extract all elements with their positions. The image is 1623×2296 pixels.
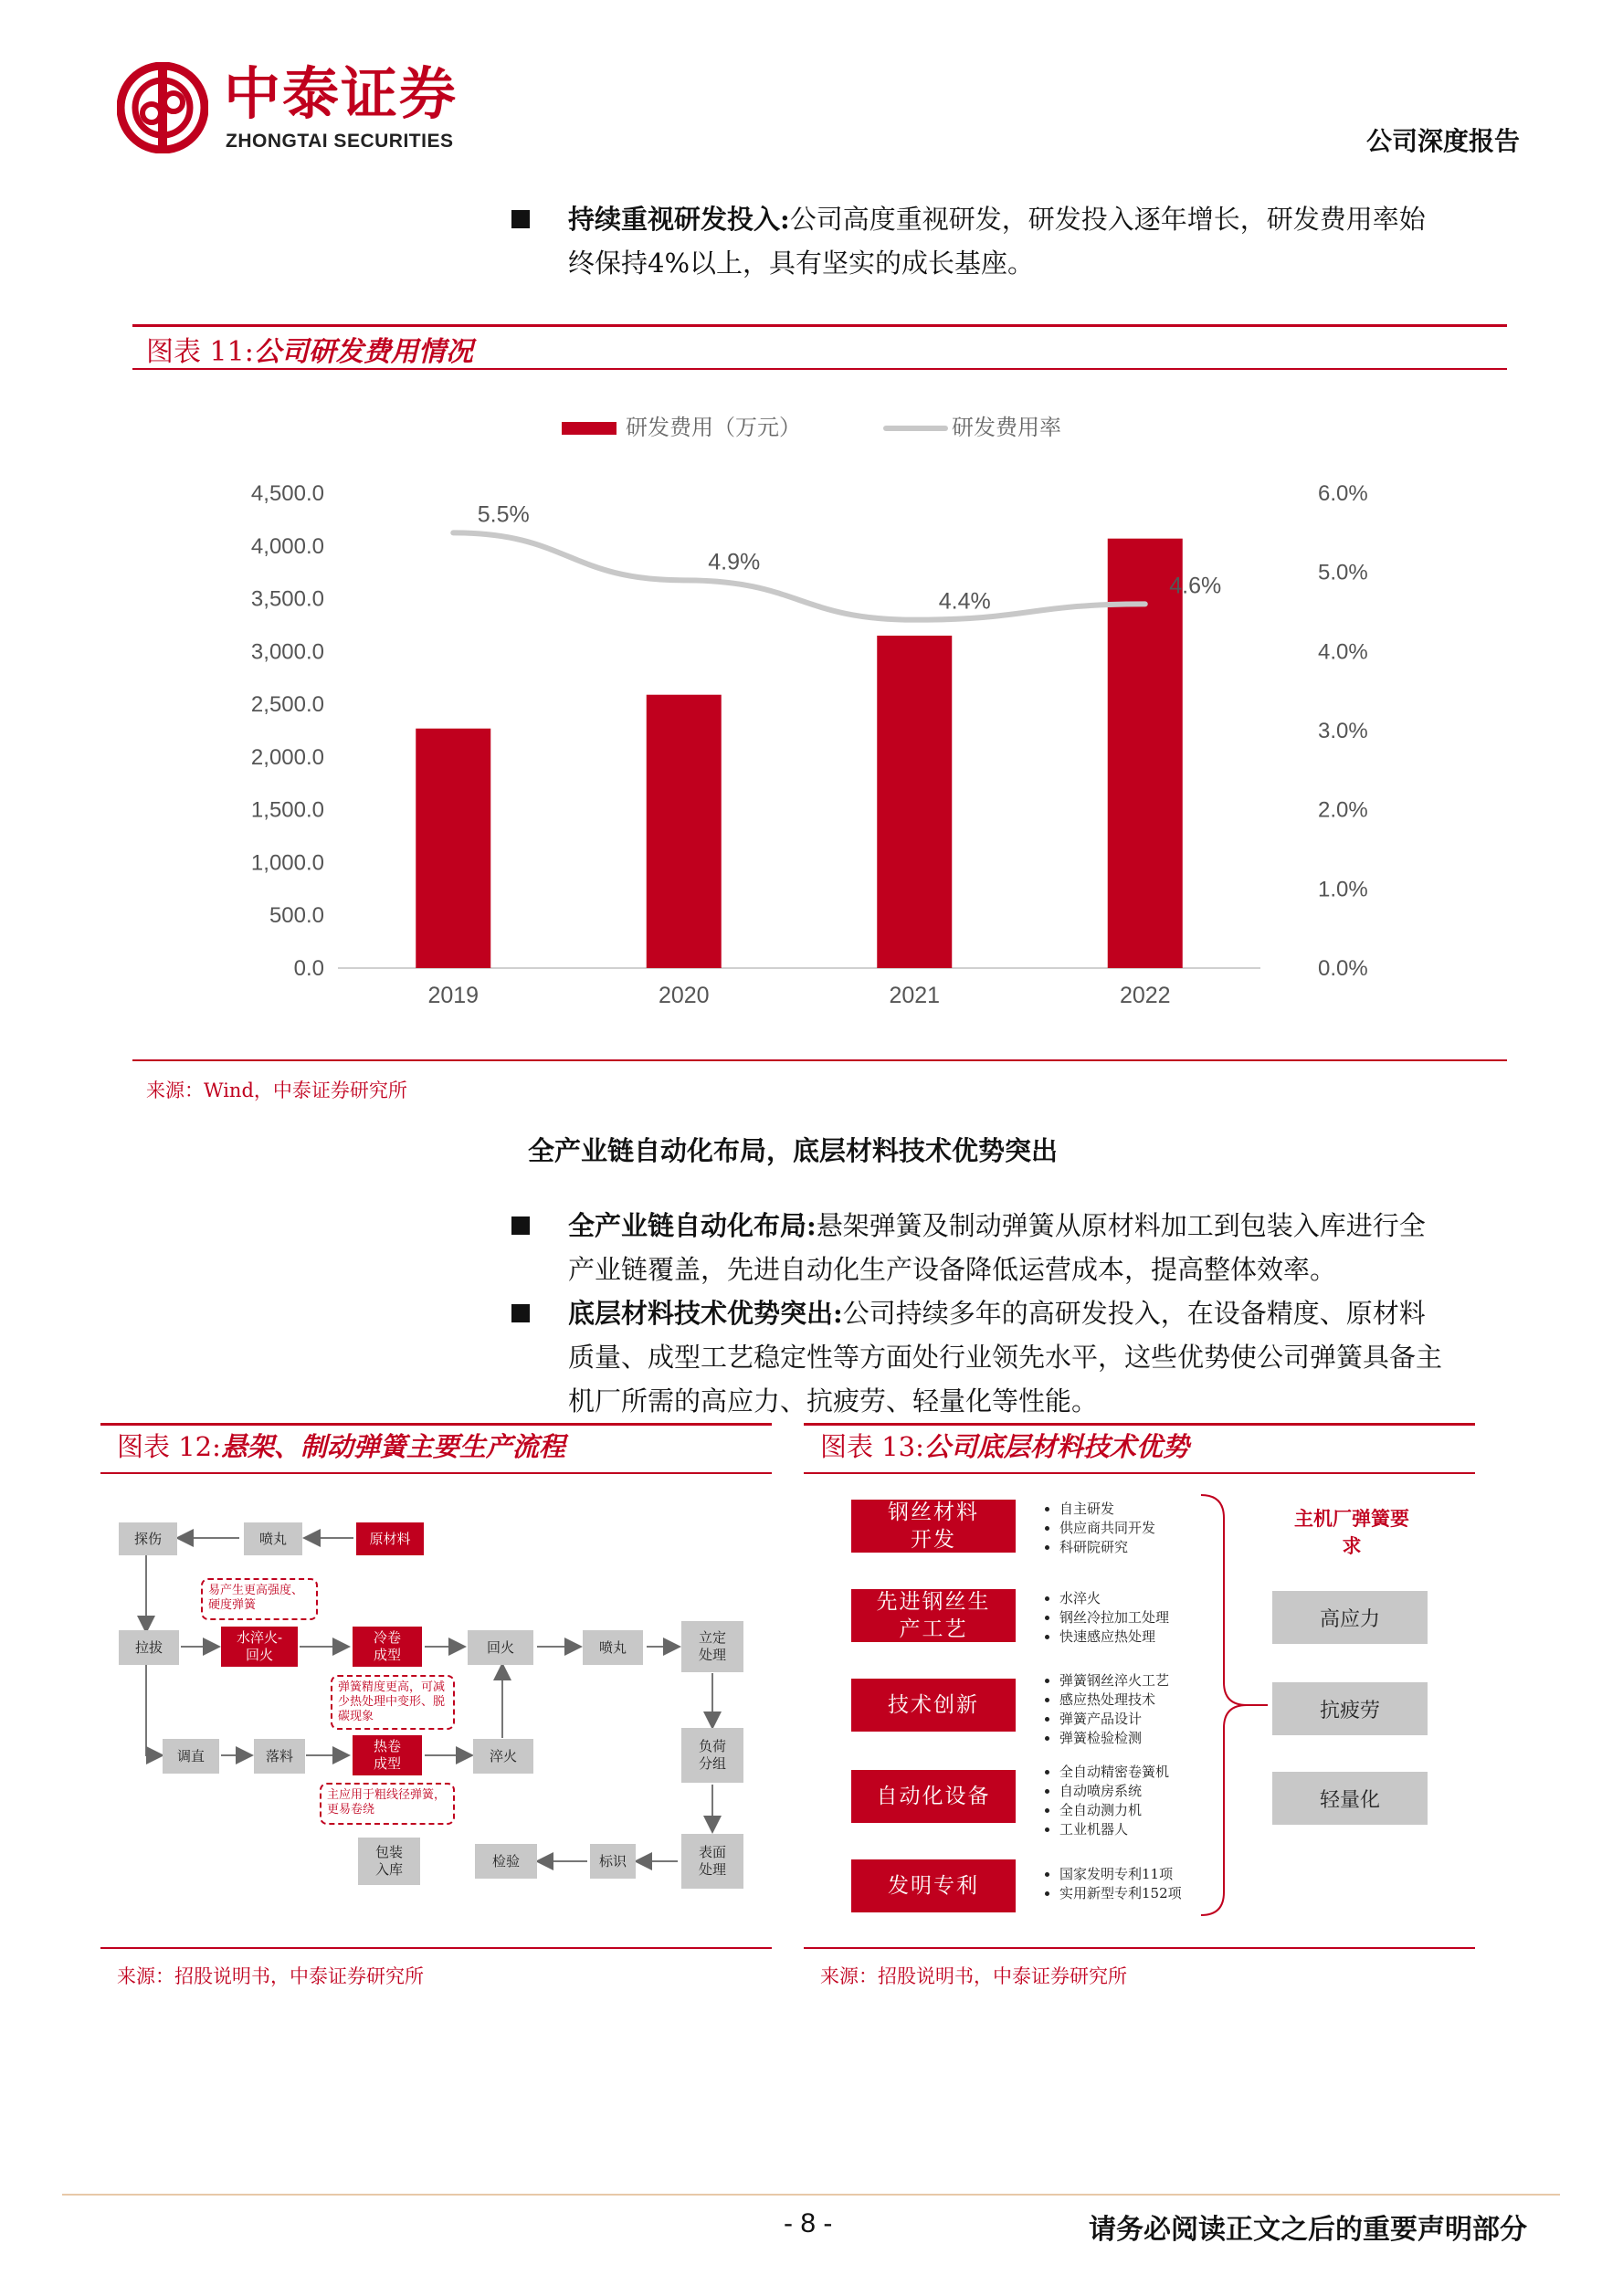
adv-steel-material-list bbox=[1043, 1500, 1155, 1557]
fig12-title-rule bbox=[100, 1472, 772, 1474]
adv-item: • 弹簧钢丝淬火工艺 bbox=[1059, 1671, 1169, 1690]
adv-steel-process-list bbox=[1043, 1589, 1169, 1647]
bar-2021 bbox=[877, 636, 952, 968]
node-rejuan: 热卷成型 bbox=[353, 1735, 422, 1775]
adv-steel-process: 先进钢丝生产工艺 bbox=[851, 1589, 1016, 1642]
bullet-material-line1: 公司持续多年的高研发投入，在设备精度、原材料 bbox=[842, 1298, 1426, 1329]
adv-item: • 感应热处理技术 bbox=[1059, 1690, 1169, 1710]
bar-2020 bbox=[647, 695, 722, 968]
fig11-source: 来源：Wind，中泰证券研究所 bbox=[146, 1080, 407, 1101]
bullet-automation-line2: 产业链覆盖，先进自动化生产设备降低运营成本，提高整体效率。 bbox=[568, 1254, 1337, 1285]
fig13-title-rule bbox=[804, 1472, 1475, 1474]
adv-item: • 全自动精密卷簧机 bbox=[1059, 1763, 1169, 1782]
left-axis-tick: 2,000.0 bbox=[250, 744, 324, 770]
adv-steel-material: 钢丝材料开发 bbox=[851, 1500, 1016, 1553]
req-title bbox=[1288, 1505, 1416, 1560]
intro-bullet-line1: 公司高度重视研发，研发投入逐年增长，研发费用率始 bbox=[789, 204, 1426, 235]
rate-data-label: 5.5% bbox=[477, 501, 530, 528]
fig12-label: 图表 12: bbox=[117, 1431, 221, 1462]
node-fuhe: 负荷分组 bbox=[681, 1728, 743, 1783]
footer-disclaimer: 请务必阅读正文之后的重要声明部分 bbox=[1089, 2214, 1527, 2246]
right-axis-tick: 5.0% bbox=[1318, 560, 1368, 585]
left-axis-tick: 1,000.0 bbox=[250, 850, 324, 876]
node-baozhuang: 包装入库 bbox=[358, 1838, 420, 1885]
bullet-automation-line1: 悬架弹簧及制动弹簧从原材料加工到包装入库进行全 bbox=[816, 1210, 1426, 1241]
req-fatigue: 抗疲劳 bbox=[1272, 1682, 1428, 1735]
adv-item: • 实用新型专利152项 bbox=[1059, 1884, 1182, 1903]
note-cold-coil: 弹簧精度更高，可减少热处理中变形、脱碳现象 bbox=[331, 1675, 455, 1730]
node-tiaozhi: 调直 bbox=[163, 1739, 219, 1774]
page-number: - 8 - bbox=[784, 2208, 833, 2238]
fig11-top-rule bbox=[132, 324, 1507, 327]
company-logo bbox=[117, 62, 208, 153]
fig13-top-rule bbox=[804, 1423, 1475, 1426]
left-axis-tick: 2,500.0 bbox=[250, 692, 324, 718]
adv-automation-list bbox=[1043, 1763, 1169, 1839]
node-huihuo: 回火 bbox=[468, 1630, 533, 1665]
adv-item: • 弹簧产品设计 bbox=[1059, 1710, 1169, 1729]
node-penwan1: 喷丸 bbox=[244, 1522, 302, 1555]
legend-line-label: 研发费用率 bbox=[952, 415, 1061, 440]
node-lengjuan: 冷卷成型 bbox=[353, 1627, 422, 1667]
report-type: 公司深度报告 bbox=[1365, 126, 1520, 156]
left-axis-tick: 3,500.0 bbox=[250, 586, 324, 612]
bullet-material-line3: 机厂所需的高应力、抗疲劳、轻量化等性能。 bbox=[568, 1385, 1099, 1417]
x-axis-tick: 2022 bbox=[1119, 983, 1171, 1008]
intro-bullet-line2: 终保持4%以上，具有坚实的成长基座。 bbox=[568, 248, 1035, 279]
node-shuicuihuo: 水淬火-回火 bbox=[221, 1627, 298, 1667]
fig11-title-text: 公司研发费用情况 bbox=[253, 336, 473, 368]
left-axis-tick: 1,500.0 bbox=[250, 797, 324, 823]
adv-item: • 弹簧检验检测 bbox=[1059, 1729, 1169, 1748]
adv-item: • 全自动测力机 bbox=[1059, 1801, 1169, 1820]
x-axis-tick: 2021 bbox=[889, 983, 941, 1008]
adv-item: • 国家发明专利11项 bbox=[1059, 1865, 1182, 1884]
x-axis-tick: 2019 bbox=[427, 983, 480, 1008]
node-liding: 立定处理 bbox=[681, 1621, 743, 1672]
fig13-label: 图表 13: bbox=[820, 1431, 924, 1462]
node-luoliao: 落料 bbox=[254, 1739, 305, 1774]
adv-automation: 自动化设备 bbox=[851, 1770, 1016, 1823]
req-high-stress: 高应力 bbox=[1272, 1591, 1428, 1644]
fig12-source: 来源：招股说明书，中泰证券研究所 bbox=[117, 1965, 424, 1987]
rate-data-label: 4.4% bbox=[938, 588, 991, 615]
intro-bullet bbox=[511, 197, 1525, 285]
fig11-title bbox=[146, 329, 473, 369]
right-axis-tick: 6.0% bbox=[1318, 481, 1368, 506]
fig13-bottom-rule bbox=[804, 1947, 1475, 1949]
legend-bar-label: 研发费用（万元） bbox=[626, 415, 801, 440]
rate-data-label: 4.9% bbox=[708, 549, 761, 575]
node-yuancailiao: 原材料 bbox=[356, 1522, 424, 1555]
right-axis-tick: 4.0% bbox=[1318, 639, 1368, 665]
left-axis-tick: 4,000.0 bbox=[250, 533, 324, 559]
grouping-brace bbox=[1196, 1490, 1270, 1920]
adv-innovation: 技术创新 bbox=[851, 1679, 1016, 1732]
right-axis-tick: 0.0% bbox=[1318, 956, 1368, 981]
bar-2019 bbox=[416, 729, 490, 968]
adv-item: • 工业机器人 bbox=[1059, 1820, 1169, 1839]
left-axis-tick: 4,500.0 bbox=[250, 481, 324, 506]
rate-line bbox=[453, 532, 1145, 619]
req-lightweight: 轻量化 bbox=[1272, 1772, 1428, 1825]
rd-expense-chart bbox=[183, 384, 1461, 1023]
logo-emblem-icon bbox=[117, 62, 208, 153]
adv-patents: 发明专利 bbox=[851, 1859, 1016, 1912]
node-lanjian: 拉拔 bbox=[119, 1630, 179, 1665]
adv-patents-list bbox=[1043, 1865, 1182, 1903]
fig11-bottom-rule bbox=[132, 1059, 1507, 1061]
node-tanshang: 探伤 bbox=[119, 1522, 177, 1555]
right-axis-tick: 3.0% bbox=[1318, 719, 1368, 743]
section-heading: 全产业链自动化布局，底层材料技术优势突出 bbox=[528, 1135, 1059, 1166]
footer-rule bbox=[62, 2194, 1560, 2196]
logo-name-cn: 中泰证券 bbox=[224, 60, 458, 127]
adv-item: • 自动喷房系统 bbox=[1059, 1782, 1169, 1801]
bullet-square-icon bbox=[511, 1304, 530, 1322]
node-biaomian: 表面处理 bbox=[681, 1834, 743, 1889]
left-axis-tick: 3,000.0 bbox=[250, 639, 324, 665]
right-axis-tick: 2.0% bbox=[1318, 797, 1368, 823]
fig11-title-rule bbox=[132, 368, 1507, 370]
bullet-automation bbox=[511, 1204, 1525, 1291]
adv-innovation-list bbox=[1043, 1671, 1169, 1748]
note-water-quench: 易产生更高强度、硬度弹簧 bbox=[201, 1578, 318, 1620]
node-penwan2: 喷丸 bbox=[583, 1630, 643, 1665]
bullet-automation-title: 全产业链自动化布局: bbox=[568, 1210, 817, 1241]
left-axis-tick: 0.0 bbox=[293, 956, 324, 981]
adv-item: • 自主研发 bbox=[1059, 1500, 1155, 1519]
adv-item: • 科研院研究 bbox=[1059, 1538, 1155, 1557]
legend-bar-swatch bbox=[562, 422, 617, 435]
intro-bullet-title: 持续重视研发投入: bbox=[568, 204, 790, 235]
fig12-bottom-rule bbox=[100, 1947, 772, 1949]
fig12-title bbox=[117, 1427, 565, 1464]
fig12-top-rule bbox=[100, 1423, 772, 1426]
fig11-label: 图表 11: bbox=[146, 336, 254, 368]
adv-item: • 水淬火 bbox=[1059, 1589, 1169, 1608]
bullet-square-icon bbox=[511, 210, 530, 228]
bullet-material-line2: 质量、成型工艺稳定性等方面处行业领先水平，这些优势使公司弹簧具备主 bbox=[568, 1342, 1443, 1373]
x-axis-tick: 2020 bbox=[658, 983, 710, 1008]
fig12-title-text: 悬架、制动弹簧主要生产流程 bbox=[220, 1431, 565, 1462]
adv-item: • 供应商共同开发 bbox=[1059, 1519, 1155, 1538]
rate-data-label: 4.6% bbox=[1169, 573, 1222, 599]
left-axis-tick: 500.0 bbox=[269, 903, 324, 929]
node-jianyan: 检验 bbox=[475, 1844, 537, 1879]
production-flowchart bbox=[100, 1480, 772, 1936]
fig13-source: 来源：招股说明书，中泰证券研究所 bbox=[820, 1965, 1127, 1987]
node-cuihuo: 淬火 bbox=[473, 1739, 533, 1774]
bullet-material-title: 底层材料技术优势突出: bbox=[568, 1298, 843, 1329]
adv-item: • 快速感应热处理 bbox=[1059, 1627, 1169, 1647]
bullet-square-icon bbox=[511, 1216, 530, 1235]
right-axis-tick: 1.0% bbox=[1318, 877, 1368, 902]
bullet-material bbox=[511, 1291, 1525, 1423]
fig13-title-text: 公司底层材料技术优势 bbox=[923, 1431, 1189, 1462]
req-title-text: 主机厂弹簧要求 bbox=[1294, 1507, 1409, 1557]
fig13-title bbox=[820, 1427, 1189, 1464]
node-biaoshi: 标识 bbox=[590, 1844, 636, 1879]
logo-name-en: ZHONGTAI SECURITIES bbox=[226, 131, 454, 152]
adv-item: • 钢丝冷拉加工处理 bbox=[1059, 1608, 1169, 1627]
note-hot-coil: 主应用于粗线径弹簧，更易卷绕 bbox=[320, 1783, 455, 1825]
